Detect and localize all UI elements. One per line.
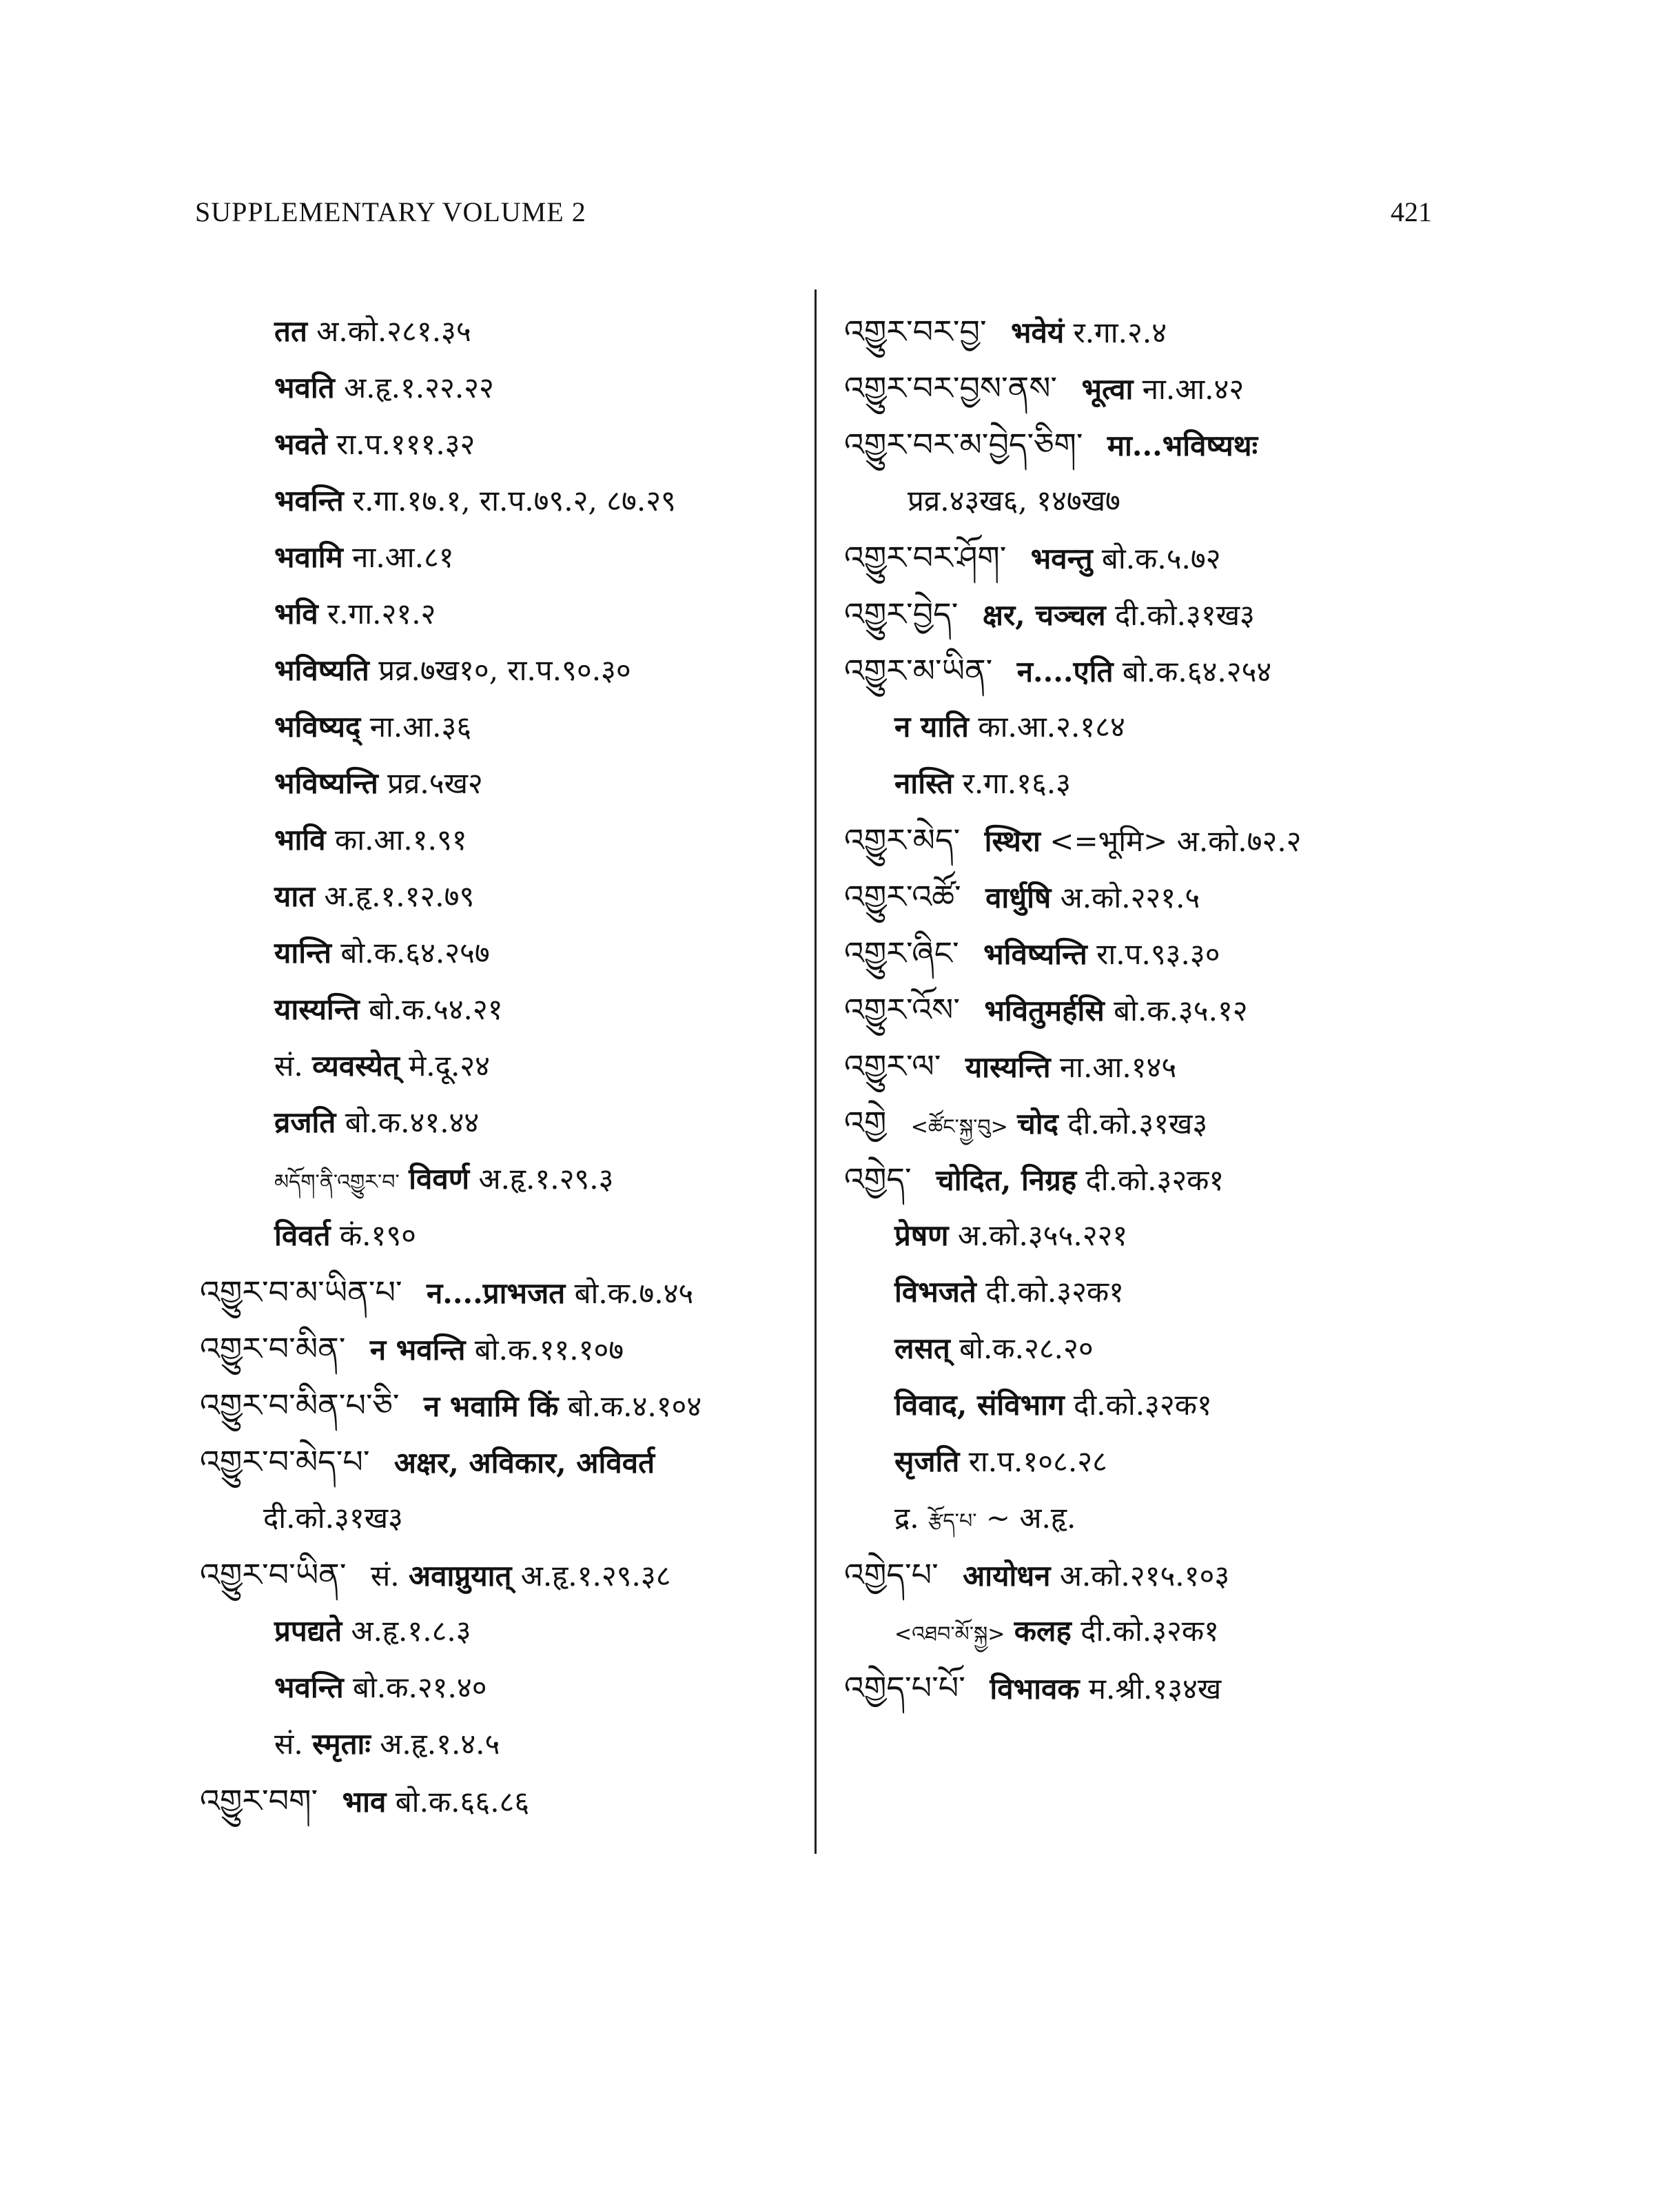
source-reference: र.गा.२१.२	[327, 597, 436, 631]
source-reference: ना.आ.८१	[352, 540, 454, 574]
dictionary-entry	[200, 1264, 823, 1320]
sanskrit-equivalent: मा...भविष्यथः	[1107, 429, 1258, 462]
dictionary-entry	[844, 303, 1437, 360]
sanskrit-equivalent: विवर्त	[274, 1218, 331, 1252]
tibetan-headword: འགྱུར་མ་ཡིན་	[844, 652, 993, 689]
source-reference: दी.को.३१ख३	[263, 1501, 403, 1535]
tibetan-headword: འགྱུར་ལ་	[844, 1048, 941, 1085]
source-reference: रा.प.९३.३०	[1096, 937, 1220, 971]
tibetan-headword: འགྱེད་པ་	[844, 1556, 939, 1593]
dictionary-entry	[200, 1320, 823, 1377]
sanskrit-equivalent: विभावक	[990, 1672, 1080, 1706]
dictionary-entry	[844, 1546, 1437, 1603]
sanskrit-equivalent: भवेयं	[1011, 316, 1065, 349]
dictionary-subentry	[200, 416, 823, 473]
dictionary-entry	[200, 1377, 823, 1433]
right-column	[844, 303, 1437, 1716]
tibetan-headword: འགྱུར་བ་ཡིན་	[200, 1556, 347, 1593]
source-reference: बो.क.४१.४४	[345, 1105, 480, 1139]
dictionary-subentry	[200, 642, 823, 699]
sanskrit-equivalent: अक्षर, अविकार, अविवर्त	[393, 1446, 655, 1480]
dictionary-entry	[844, 868, 1437, 925]
source-reference: अ.हृ.१.२९.३८	[520, 1559, 671, 1593]
source-reference: अ.हृ.१.४.५	[380, 1727, 500, 1761]
entry-prefix: सं.	[274, 1727, 303, 1761]
tibetan-headword: འགྱུར་བར་བྱ་	[844, 313, 987, 350]
dictionary-subentry	[200, 755, 823, 812]
sanskrit-equivalent: भवि	[274, 597, 318, 631]
source-reference: ना.आ.४२	[1142, 372, 1244, 406]
dictionary-entry	[844, 1094, 1437, 1151]
sanskrit-equivalent: विभजते	[894, 1275, 976, 1309]
dictionary-subentry	[844, 1264, 1437, 1320]
dictionary-subentry	[200, 529, 823, 586]
tibetan-headword: འགྱུར་བག་	[200, 1782, 318, 1819]
sanskrit-equivalent: सृजति	[894, 1444, 960, 1478]
source-reference: बो.क.६४.२५७	[340, 936, 490, 970]
dictionary-subentry	[200, 303, 823, 360]
source-reference: ~ अ.हृ.	[985, 1501, 1076, 1535]
dictionary-subentry	[200, 1659, 823, 1716]
source-reference: दी.को.३१ख३	[1067, 1107, 1208, 1141]
source-reference: बो.क.३५.१२	[1114, 994, 1248, 1028]
sanskrit-equivalent: न....एति	[1016, 655, 1114, 688]
dictionary-subentry	[200, 1094, 823, 1151]
dictionary-subentry	[200, 1038, 823, 1094]
dictionary-subentry	[200, 925, 823, 981]
dictionary-entry	[844, 1038, 1437, 1094]
sanskrit-equivalent: अवाप्नुयात्	[409, 1559, 512, 1593]
sanskrit-equivalent: भविष्यन्ति	[983, 937, 1087, 971]
tibetan-headword: འགྱུར་འཚོ་	[844, 878, 961, 915]
tibetan-note: <འཐབ་མོ་སྐྱ>	[894, 1622, 1005, 1646]
sanskrit-equivalent: यास्यन्ति	[274, 992, 360, 1026]
sanskrit-equivalent: स्मृताः	[312, 1727, 371, 1761]
tibetan-headword: འགྱུར་བར་ཤོག་	[844, 539, 1007, 576]
dictionary-entry	[200, 1772, 823, 1829]
tibetan-headword: འགྱུར་བ་མིན་པ་ཅི་	[200, 1387, 400, 1424]
dictionary-entry	[844, 925, 1437, 981]
sanskrit-equivalent: भवितुमर्हसि	[984, 994, 1105, 1028]
tibetan-headword: འགྱུར་བར་བྱས་ནས་	[844, 369, 1058, 407]
sanskrit-equivalent: व्रजति	[274, 1105, 336, 1139]
dictionary-subentry	[200, 1207, 823, 1264]
tibetan-headword: འགྱུར་བ་མིན་	[200, 1330, 346, 1367]
dictionary-subentry	[200, 868, 823, 925]
column-divider	[815, 289, 817, 1854]
sanskrit-equivalent: व्यवस्येत्	[312, 1049, 400, 1083]
dictionary-subentry	[844, 473, 1437, 529]
source-reference: कं.१९०	[339, 1218, 417, 1252]
entry-prefix: द्र.	[894, 1501, 919, 1535]
sanskrit-equivalent: भूत्वा	[1081, 372, 1134, 406]
sanskrit-equivalent: न याति	[894, 710, 969, 744]
sanskrit-equivalent: चोद	[1017, 1107, 1058, 1141]
sanskrit-equivalent: नास्ति	[894, 766, 954, 800]
sanskrit-equivalent: भवन्तु	[1030, 542, 1093, 575]
source-reference: अ.को.२२१.५	[1060, 881, 1200, 914]
running-head: SUPPLEMENTARY VOLUME 2	[195, 196, 586, 227]
tibetan-headword: འགྱུར་ཞིང་	[844, 934, 959, 972]
dictionary-entry	[844, 529, 1437, 586]
dictionary-entry	[844, 981, 1437, 1038]
sanskrit-equivalent: भवन्ति	[274, 484, 344, 518]
dictionary-subentry	[200, 981, 823, 1038]
dictionary-entry	[200, 1433, 823, 1490]
sanskrit-equivalent: भविष्यति	[274, 653, 369, 687]
source-reference: र.गा.१६.३	[962, 766, 1071, 800]
sanskrit-equivalent: क्षर, चञ्चल	[982, 598, 1106, 632]
tibetan-headword: འགྱེད་	[844, 1161, 912, 1198]
source-reference: प्रव्र.७ख१०, रा.प.९०.३०	[378, 653, 631, 687]
sanskrit-equivalent: भवते	[274, 427, 327, 461]
sanskrit-equivalent: न भवामि किं	[423, 1389, 559, 1423]
sanskrit-equivalent: स्थिरा	[984, 824, 1041, 858]
sanskrit-equivalent: भावि	[274, 823, 326, 857]
dictionary-subentry	[844, 1490, 1437, 1546]
tibetan-headword: འགྱུར་བ་མ་ཡིན་པ་	[200, 1274, 402, 1311]
entry-prefix: सं.	[370, 1559, 400, 1593]
source-reference: ना.आ.३६	[369, 710, 472, 744]
sanskrit-equivalent: भविष्यन्ति	[274, 766, 378, 800]
tibetan-headword: འགྱུར་བྱེད་	[844, 595, 959, 633]
entry-prefix: सं.	[274, 1049, 303, 1083]
source-reference: बो.क.६६.८६	[395, 1785, 530, 1819]
sanskrit-equivalent: प्रेषण	[894, 1218, 949, 1252]
source-reference: बो.क.२८.२०	[959, 1331, 1094, 1365]
dictionary-subentry	[844, 755, 1437, 812]
dictionary-subentry	[844, 1377, 1437, 1433]
source-reference: का.आ.१.९१	[335, 823, 467, 857]
source-reference: <=भूमि> अ.को.७२.२	[1049, 824, 1302, 858]
source-reference: अ.को.२१५.१०३	[1059, 1559, 1230, 1593]
dictionary-subentry	[844, 1207, 1437, 1264]
sanskrit-equivalent: विवर्ण	[409, 1162, 470, 1196]
source-reference: बो.क.११.१०७	[474, 1333, 624, 1367]
dictionary-subentry	[844, 699, 1437, 755]
tibetan-headword: འགྱུར་བར་མ་བྱེད་ཅིག་	[844, 426, 1083, 463]
source-reference: प्रव्र.५ख२	[387, 766, 483, 800]
sanskrit-equivalent: यात	[274, 879, 316, 913]
source-reference: प्रव्र.४३ख६, १४७ख७	[908, 484, 1120, 518]
sanskrit-equivalent: भवन्ति	[274, 1670, 344, 1704]
source-reference: दी.को.३२क१	[1085, 1163, 1225, 1197]
sanskrit-equivalent: न भवन्ति	[369, 1333, 466, 1367]
tibetan-note: <ཚོང་སྐྱ་བུ>	[910, 1115, 1008, 1139]
dictionary-entry	[844, 1659, 1437, 1716]
dictionary-entry	[844, 416, 1437, 473]
sanskrit-equivalent: प्रपद्यते	[274, 1614, 342, 1648]
sanskrit-equivalent: न....प्राभजत	[426, 1276, 566, 1310]
left-column	[200, 303, 823, 1829]
source-reference: अ.को.२८१.३५	[316, 314, 471, 348]
source-reference: दी.को.३२क१	[1080, 1614, 1219, 1648]
dictionary-subentry	[200, 1490, 823, 1546]
tibetan-headword: འགྱེ	[844, 1104, 887, 1141]
dictionary-entry	[844, 812, 1437, 868]
tibetan-headword: འགྱུར་མེད་	[844, 821, 961, 859]
sanskrit-equivalent: आयोधन	[963, 1559, 1051, 1593]
dictionary-subentry	[200, 699, 823, 755]
sanskrit-equivalent: विवाद, संविभाग	[894, 1388, 1065, 1422]
source-reference: दी.को.३१ख३	[1115, 598, 1255, 632]
source-reference: का.आ.२.१८४	[978, 710, 1125, 744]
source-reference: मे.दू.२४	[409, 1049, 490, 1083]
source-reference: दी.को.३२क१	[985, 1275, 1125, 1309]
dictionary-subentry	[844, 1320, 1437, 1377]
dictionary-subentry	[844, 1433, 1437, 1490]
source-reference: र.गा.२.४	[1073, 316, 1167, 349]
dictionary-subentry	[200, 1151, 823, 1207]
dictionary-entry	[844, 1151, 1437, 1207]
sanskrit-equivalent: भवामि	[274, 540, 343, 574]
tibetan-headword: འགྱུར་འོས་	[844, 991, 960, 1028]
source-reference: र.गा.१७.१, रा.प.७९.२, ८७.२९	[353, 484, 676, 518]
sanskrit-equivalent: भाव	[342, 1785, 387, 1819]
source-reference: बो.क.२१.४०	[353, 1670, 487, 1704]
dictionary-subentry	[200, 1716, 823, 1772]
tibetan-note: མདོག་ནི་འགྱུར་བ་	[274, 1170, 400, 1194]
dictionary-subentry	[200, 1603, 823, 1659]
tibetan-note: རྩོད་པ་	[928, 1509, 977, 1533]
source-reference: अ.को.३५५.२२१	[957, 1218, 1128, 1252]
source-reference: अ.हृ.१.८.३	[351, 1614, 471, 1648]
sanskrit-equivalent: लसत्	[894, 1331, 950, 1365]
tibetan-headword: འགྱུར་བ་མེད་པ་	[200, 1443, 370, 1480]
source-reference: बो.क.५.७२	[1101, 542, 1221, 575]
dictionary-subentry	[200, 360, 823, 416]
source-reference: दी.को.३२क१	[1074, 1388, 1212, 1422]
sanskrit-equivalent: कलह	[1014, 1614, 1072, 1648]
sanskrit-equivalent: भवति	[274, 371, 335, 405]
source-reference: बो.क.७.४५	[574, 1276, 694, 1310]
dictionary-entry	[844, 586, 1437, 642]
source-reference: अ.हृ.१.१२.७९	[324, 879, 475, 913]
source-reference: म.श्री.१३४ख	[1088, 1672, 1222, 1706]
dictionary-subentry	[200, 473, 823, 529]
dictionary-subentry	[200, 812, 823, 868]
dictionary-entry	[844, 360, 1437, 416]
source-reference: बो.क.५४.२१	[369, 992, 503, 1026]
source-reference: रा.प.१०८.२८	[968, 1444, 1107, 1478]
sanskrit-equivalent: वार्धुषि	[985, 881, 1052, 914]
dictionary-entry	[200, 1546, 823, 1603]
source-reference: ना.आ.१४५	[1059, 1050, 1177, 1084]
sanskrit-equivalent: तत	[274, 314, 307, 348]
dictionary-subentry	[200, 586, 823, 642]
page-number: 421	[1391, 196, 1432, 227]
dictionary-entry	[844, 642, 1437, 699]
source-reference: बो.क.४.१०४	[567, 1389, 702, 1423]
source-reference: बो.क.६४.२५४	[1122, 655, 1272, 688]
source-reference: रा.प.१११.३२	[336, 427, 475, 461]
source-reference: अ.हृ.१.२९.३	[478, 1162, 614, 1196]
dictionary-subentry	[844, 1603, 1437, 1659]
sanskrit-equivalent: यान्ति	[274, 936, 331, 970]
tibetan-headword: འགྱེད་པ་པོ་	[844, 1669, 965, 1706]
sanskrit-equivalent: यास्यन्ति	[965, 1050, 1051, 1084]
sanskrit-equivalent: भविष्यद्	[274, 710, 361, 744]
source-reference: अ.हृ.१.२२.२२	[344, 371, 494, 405]
sanskrit-equivalent: चोदित, निग्रह	[936, 1163, 1077, 1197]
